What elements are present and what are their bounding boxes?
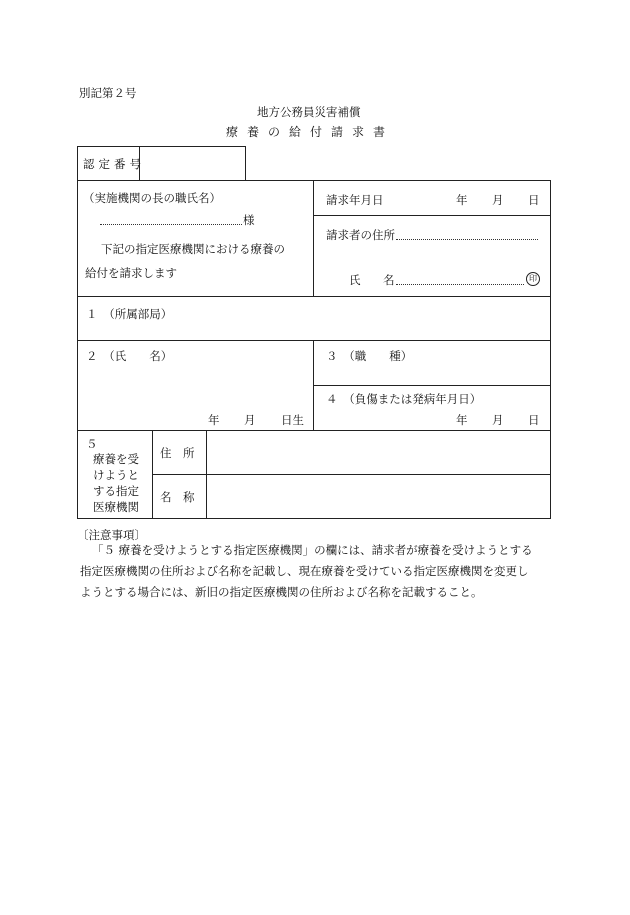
institution-name-label: 名 称 (160, 490, 195, 504)
institution-address-field[interactable] (212, 438, 544, 468)
notes-heading: 〔注意事項〕 (77, 528, 146, 542)
birth-year: 年 (208, 413, 220, 427)
request-body-line2: 給付を請求します (85, 266, 177, 280)
request-year: 年 (456, 193, 468, 207)
institution-name-field[interactable] (212, 482, 544, 512)
form-number: 別記第２号 (79, 86, 137, 100)
form-title-line2: 療養の給付請求書 (226, 125, 395, 139)
injury-date-label: ４ （負傷または発病年月日） (326, 392, 482, 406)
request-month: 月 (492, 193, 504, 207)
note-line: ようとする場合には、新旧の指定医療機関の住所および名称を記載すること。 (80, 585, 483, 599)
requester-address-field[interactable] (396, 239, 538, 240)
cert-number-field[interactable] (146, 156, 241, 172)
request-day: 日 (528, 193, 540, 207)
honorific: 様 (243, 213, 255, 227)
institution-label-line: 医療機関 (93, 500, 139, 514)
injury-month: 月 (492, 413, 504, 427)
agency-head-label: （実施機関の長の職氏名） (83, 191, 221, 205)
requester-address-label: 請求者の住所 (326, 228, 395, 242)
name-label: ２ （氏 名） (86, 349, 173, 363)
institution-row-label (93, 451, 139, 515)
form-title-line1: 地方公務員災害補償 (257, 105, 361, 119)
note-line: 「５ 療養を受けようとする指定医療機関」の欄には、請求者が療養を受けようとする (92, 543, 533, 557)
injury-year: 年 (456, 413, 468, 427)
injury-day: 日 (528, 413, 540, 427)
agency-head-field[interactable] (100, 224, 242, 225)
institution-label-line: する指定 (93, 484, 139, 498)
institution-number: ５ (86, 437, 98, 451)
institution-label-line: 療養を受 (93, 452, 139, 466)
requester-name-label-2: 名 (383, 273, 395, 287)
request-body-line1: 下記の指定医療機関における療養の (101, 242, 285, 256)
birth-day: 日生 (281, 413, 304, 427)
department-label: １ （所属部局） (86, 307, 173, 321)
institution-address-label: 住 所 (160, 446, 195, 460)
requester-name-label-1: 氏 (349, 273, 361, 287)
job-type-label: ３ （職 種） (326, 349, 413, 363)
requester-name-field[interactable] (396, 284, 524, 285)
seal-mark-icon: 印 (526, 272, 540, 286)
note-line: 指定医療機関の住所および名称を記載し、現在療養を受けている指定医療機関を変更し (80, 564, 529, 578)
cert-number-label: 認定番号 (83, 157, 145, 171)
birth-month: 月 (244, 413, 256, 427)
institution-label-line: けようと (93, 468, 139, 482)
request-date-label: 請求年月日 (326, 193, 384, 207)
